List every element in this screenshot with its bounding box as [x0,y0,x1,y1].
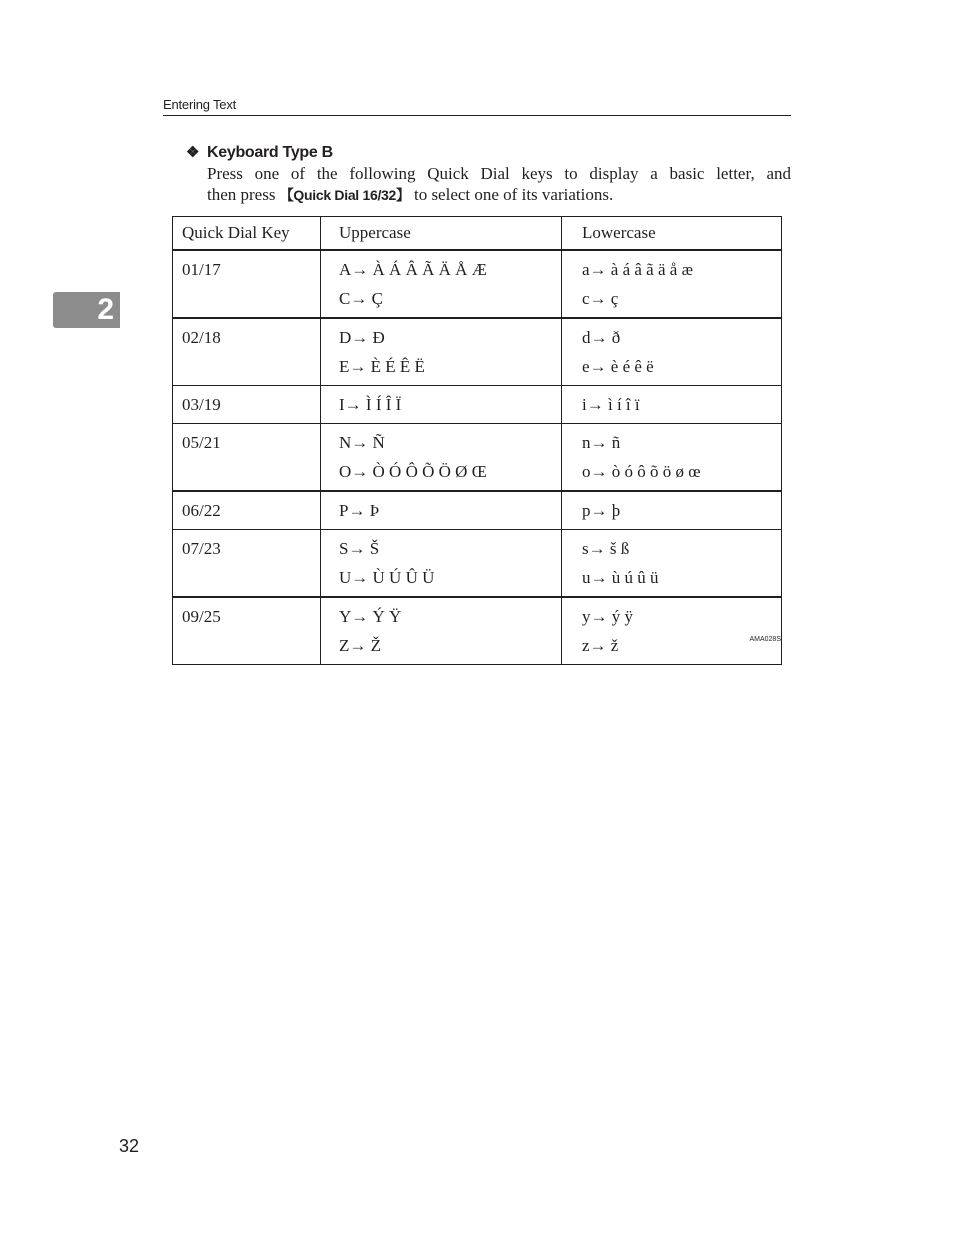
table-header-row [173,217,782,251]
instruction-after-key: to select one of its variations. [413,185,614,204]
chapter-number: 2 [97,293,114,326]
column-header-key: Quick Dial Key [173,217,321,251]
lowercase-line: d→ ð [582,328,621,347]
lowercase-cell [562,491,782,530]
uppercase-line: A→ À Á Â Ã Ä Å Æ [339,260,487,279]
page-number: 32 [119,1136,140,1156]
lowercase-line: s→ š ß [582,539,630,558]
table-row [173,424,782,492]
uppercase-line: E→ È É Ê Ë [339,357,425,376]
lowercase-line: a→ à á â ã ä å æ [582,260,693,279]
instruction-line-2 [207,184,791,207]
key-cell: 05/21 [173,424,321,492]
diamond-bullet-icon: ❖ [186,144,200,161]
key-close-bracket: 】 [396,188,410,204]
column-header-uppercase: Uppercase [321,217,562,251]
lowercase-cell [562,597,782,665]
lowercase-cell [562,530,782,598]
key-cell: 03/19 [173,386,321,424]
uppercase-line: Y→ Ý Ÿ [339,607,402,626]
table-row [173,250,782,318]
key-cell: 06/22 [173,491,321,530]
uppercase-line: Z→ Ž [339,636,382,655]
key-cell: 02/18 [173,318,321,386]
lowercase-cell [562,318,782,386]
chapter-tab [53,292,120,328]
table-row [173,597,782,665]
uppercase-line: D→ Ð [339,328,385,347]
uppercase-cell [321,597,562,665]
uppercase-line: O→ Ò Ó Ô Õ Ö Ø Œ [339,462,487,481]
key-label: Quick Dial 16/32 [293,187,397,203]
running-header [163,97,791,116]
lowercase-line: o→ ò ó ô õ ö ø œ [582,462,701,481]
key-open-bracket: 【 [279,188,294,204]
key-cell: 07/23 [173,530,321,598]
uppercase-line: C→ Ç [339,289,383,308]
lowercase-line: u→ ù ú û ü [582,568,659,587]
instruction-paragraph [207,163,791,207]
uppercase-cell [321,424,562,492]
lowercase-line: i→ ì í î ï [582,395,640,414]
key-cell: 09/25 [173,597,321,665]
uppercase-line: S→ Š [339,539,380,558]
lowercase-line: p→ þ [582,501,621,520]
uppercase-cell [321,318,562,386]
quick-dial-key-reference [280,187,410,203]
uppercase-cell [321,530,562,598]
lowercase-line: c→ ç [582,289,619,308]
uppercase-line: P→ Þ [339,501,380,520]
key-cell: 01/17 [173,250,321,318]
uppercase-line: U→ Ù Ú Û Ü [339,568,435,587]
lowercase-cell [562,250,782,318]
instruction-line-1: Press one of the following Quick Dial keys to display a basic letter, and [207,164,791,183]
column-header-lowercase: Lowercase [562,217,782,251]
quick-dial-character-table [172,216,782,665]
uppercase-line: I→ Ì Í Î Ï [339,395,402,414]
section-heading [186,143,333,163]
uppercase-cell [321,491,562,530]
table-row [173,318,782,386]
uppercase-line: N→ Ñ [339,433,385,452]
lowercase-line: z→ ž [582,636,619,655]
table-row [173,386,782,424]
lowercase-line: n→ ñ [582,433,621,452]
uppercase-cell [321,386,562,424]
uppercase-cell [321,250,562,318]
table-row [173,530,782,598]
lowercase-line: e→ è é ê ë [582,357,654,376]
figure-id: AMA028S [749,636,781,643]
lowercase-cell [562,386,782,424]
table-row [173,491,782,530]
lowercase-line: y→ ý ÿ [582,607,633,626]
instruction-before-key: then press [207,185,276,204]
lowercase-cell [562,424,782,492]
section-title: Keyboard Type B [207,144,333,161]
running-header-title: Entering Text [163,97,237,112]
